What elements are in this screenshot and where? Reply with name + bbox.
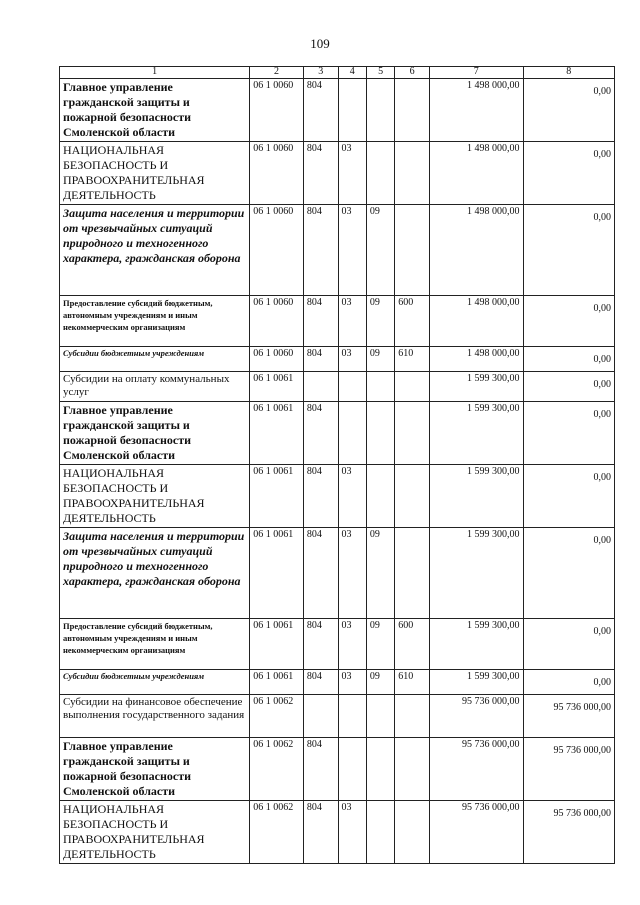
- table-row: [60, 465, 615, 528]
- row-name: Защита населения и территории от чрезвычайных ситуаций природного и техногенного характера, гражданская оборона: [60, 528, 250, 619]
- row-amount-col8: 0,00: [523, 79, 614, 142]
- row-subsection-code: [366, 695, 394, 738]
- row-ministry-code: [303, 372, 338, 402]
- table-row: [60, 296, 615, 347]
- row-amount-col7: 95 736 000,00: [429, 801, 523, 864]
- row-section-code: 03: [338, 528, 366, 619]
- row-target-code: 06 1 0060: [250, 142, 304, 205]
- row-amount-col7: 1 599 300,00: [429, 402, 523, 465]
- row-subsection-code: 09: [366, 619, 394, 670]
- row-name: Главное управление гражданской защиты и пожарной безопасности Смоленской области: [60, 79, 250, 142]
- row-ministry-code: 804: [303, 619, 338, 670]
- row-amount-col7: 1 599 300,00: [429, 619, 523, 670]
- row-name: НАЦИОНАЛЬНАЯ БЕЗОПАСНОСТЬ И ПРАВООХРАНИТЕЛЬНАЯ ДЕЯТЕЛЬНОСТЬ: [60, 142, 250, 205]
- row-subsection-code: 09: [366, 670, 394, 695]
- row-amount-col7: 1 599 300,00: [429, 528, 523, 619]
- row-target-code: 06 1 0061: [250, 402, 304, 465]
- row-section-code: 03: [338, 296, 366, 347]
- row-section-code: 03: [338, 205, 366, 296]
- row-name: Предоставление субсидий бюджетным, автономным учреждениям и иным некоммерческим организациям: [60, 619, 250, 670]
- row-amount-col8: 0,00: [523, 465, 614, 528]
- row-section-code: 03: [338, 619, 366, 670]
- row-expense-type-code: [395, 372, 430, 402]
- row-amount-col8: 0,00: [523, 402, 614, 465]
- row-ministry-code: 804: [303, 142, 338, 205]
- row-name: Субсидии бюджетным учреждениям: [60, 670, 250, 695]
- row-section-code: 03: [338, 465, 366, 528]
- row-target-code: 06 1 0061: [250, 372, 304, 402]
- column-header-3: 3: [303, 67, 338, 79]
- row-amount-col8: 95 736 000,00: [523, 738, 614, 801]
- table-row: [60, 142, 615, 205]
- table-row: [60, 738, 615, 801]
- row-name: Защита населения и территории от чрезвычайных ситуаций природного и техногенного характера, гражданская оборона: [60, 205, 250, 296]
- row-target-code: 06 1 0060: [250, 205, 304, 296]
- table-row: [60, 619, 615, 670]
- table-row: [60, 347, 615, 372]
- row-section-code: [338, 79, 366, 142]
- row-subsection-code: 09: [366, 347, 394, 372]
- row-amount-col7: 1 599 300,00: [429, 372, 523, 402]
- column-header-1: 1: [60, 67, 250, 79]
- page-number: 109: [310, 36, 330, 51]
- row-target-code: 06 1 0061: [250, 670, 304, 695]
- row-amount-col7: 1 498 000,00: [429, 205, 523, 296]
- row-amount-col7: 1 498 000,00: [429, 347, 523, 372]
- row-subsection-code: [366, 738, 394, 801]
- row-amount-col7: 95 736 000,00: [429, 695, 523, 738]
- row-expense-type-code: [395, 205, 430, 296]
- row-name: Главное управление гражданской защиты и пожарной безопасности Смоленской области: [60, 402, 250, 465]
- row-name: НАЦИОНАЛЬНАЯ БЕЗОПАСНОСТЬ И ПРАВООХРАНИТЕЛЬНАЯ ДЕЯТЕЛЬНОСТЬ: [60, 465, 250, 528]
- row-expense-type-code: [395, 465, 430, 528]
- row-expense-type-code: 600: [395, 619, 430, 670]
- row-amount-col7: 1 498 000,00: [429, 142, 523, 205]
- row-expense-type-code: 610: [395, 670, 430, 695]
- column-header-4: 4: [338, 67, 366, 79]
- row-expense-type-code: [395, 738, 430, 801]
- row-ministry-code: 804: [303, 528, 338, 619]
- row-amount-col8: 0,00: [523, 347, 614, 372]
- row-subsection-code: [366, 465, 394, 528]
- row-subsection-code: [366, 142, 394, 205]
- row-section-code: 03: [338, 801, 366, 864]
- row-section-code: [338, 402, 366, 465]
- row-section-code: 03: [338, 670, 366, 695]
- row-ministry-code: 804: [303, 465, 338, 528]
- row-amount-col8: 0,00: [523, 619, 614, 670]
- row-ministry-code: 804: [303, 402, 338, 465]
- row-ministry-code: 804: [303, 79, 338, 142]
- table-row: [60, 670, 615, 695]
- row-expense-type-code: 600: [395, 296, 430, 347]
- row-amount-col7: 1 599 300,00: [429, 465, 523, 528]
- row-amount-col8: 95 736 000,00: [523, 695, 614, 738]
- row-expense-type-code: [395, 142, 430, 205]
- row-target-code: 06 1 0062: [250, 801, 304, 864]
- row-ministry-code: 804: [303, 801, 338, 864]
- row-subsection-code: [366, 372, 394, 402]
- column-header-8: 8: [523, 67, 614, 79]
- row-expense-type-code: [395, 695, 430, 738]
- row-name: Главное управление гражданской защиты и пожарной безопасности Смоленской области: [60, 738, 250, 801]
- table-row: [60, 372, 615, 402]
- column-header-2: 2: [250, 67, 304, 79]
- row-expense-type-code: [395, 528, 430, 619]
- row-ministry-code: 804: [303, 296, 338, 347]
- row-target-code: 06 1 0061: [250, 619, 304, 670]
- column-header-6: 6: [395, 67, 430, 79]
- row-name: Субсидии бюджетным учреждениям: [60, 347, 250, 372]
- row-name: Субсидии на финансовое обеспечение выполнения государственного задания: [60, 695, 250, 738]
- table-row: [60, 79, 615, 142]
- row-section-code: [338, 372, 366, 402]
- row-target-code: 06 1 0062: [250, 738, 304, 801]
- column-header-5: 5: [366, 67, 394, 79]
- row-section-code: [338, 738, 366, 801]
- row-section-code: 03: [338, 347, 366, 372]
- row-section-code: [338, 695, 366, 738]
- table-row: [60, 402, 615, 465]
- table-row: [60, 695, 615, 738]
- row-amount-col8: 95 736 000,00: [523, 801, 614, 864]
- row-subsection-code: 09: [366, 296, 394, 347]
- row-subsection-code: [366, 79, 394, 142]
- row-amount-col7: 95 736 000,00: [429, 738, 523, 801]
- table-row: [60, 528, 615, 619]
- table-header-row: [60, 67, 615, 79]
- row-subsection-code: 09: [366, 205, 394, 296]
- row-amount-col7: 1 498 000,00: [429, 79, 523, 142]
- row-subsection-code: [366, 801, 394, 864]
- row-ministry-code: 804: [303, 670, 338, 695]
- row-expense-type-code: [395, 801, 430, 864]
- row-amount-col8: 0,00: [523, 670, 614, 695]
- table-row: [60, 205, 615, 296]
- row-amount-col8: 0,00: [523, 205, 614, 296]
- column-header-7: 7: [429, 67, 523, 79]
- row-target-code: 06 1 0060: [250, 347, 304, 372]
- row-name: Субсидии на оплату коммунальных услуг: [60, 372, 250, 402]
- row-amount-col8: 0,00: [523, 142, 614, 205]
- row-target-code: 06 1 0060: [250, 296, 304, 347]
- row-expense-type-code: [395, 402, 430, 465]
- row-amount-col8: 0,00: [523, 296, 614, 347]
- row-target-code: 06 1 0060: [250, 79, 304, 142]
- table-body: [60, 79, 615, 864]
- row-name: Предоставление субсидий бюджетным, автономным учреждениям и иным некоммерческим организациям: [60, 296, 250, 347]
- row-ministry-code: 804: [303, 738, 338, 801]
- budget-table: [59, 66, 615, 864]
- row-ministry-code: 804: [303, 205, 338, 296]
- row-ministry-code: [303, 695, 338, 738]
- row-target-code: 06 1 0061: [250, 528, 304, 619]
- table-row: [60, 801, 615, 864]
- row-amount-col8: 0,00: [523, 372, 614, 402]
- row-amount-col7: 1 599 300,00: [429, 670, 523, 695]
- row-subsection-code: 09: [366, 528, 394, 619]
- row-expense-type-code: [395, 79, 430, 142]
- row-name: НАЦИОНАЛЬНАЯ БЕЗОПАСНОСТЬ И ПРАВООХРАНИТЕЛЬНАЯ ДЕЯТЕЛЬНОСТЬ: [60, 801, 250, 864]
- row-subsection-code: [366, 402, 394, 465]
- row-ministry-code: 804: [303, 347, 338, 372]
- row-amount-col8: 0,00: [523, 528, 614, 619]
- row-target-code: 06 1 0062: [250, 695, 304, 738]
- row-section-code: 03: [338, 142, 366, 205]
- row-target-code: 06 1 0061: [250, 465, 304, 528]
- row-amount-col7: 1 498 000,00: [429, 296, 523, 347]
- row-expense-type-code: 610: [395, 347, 430, 372]
